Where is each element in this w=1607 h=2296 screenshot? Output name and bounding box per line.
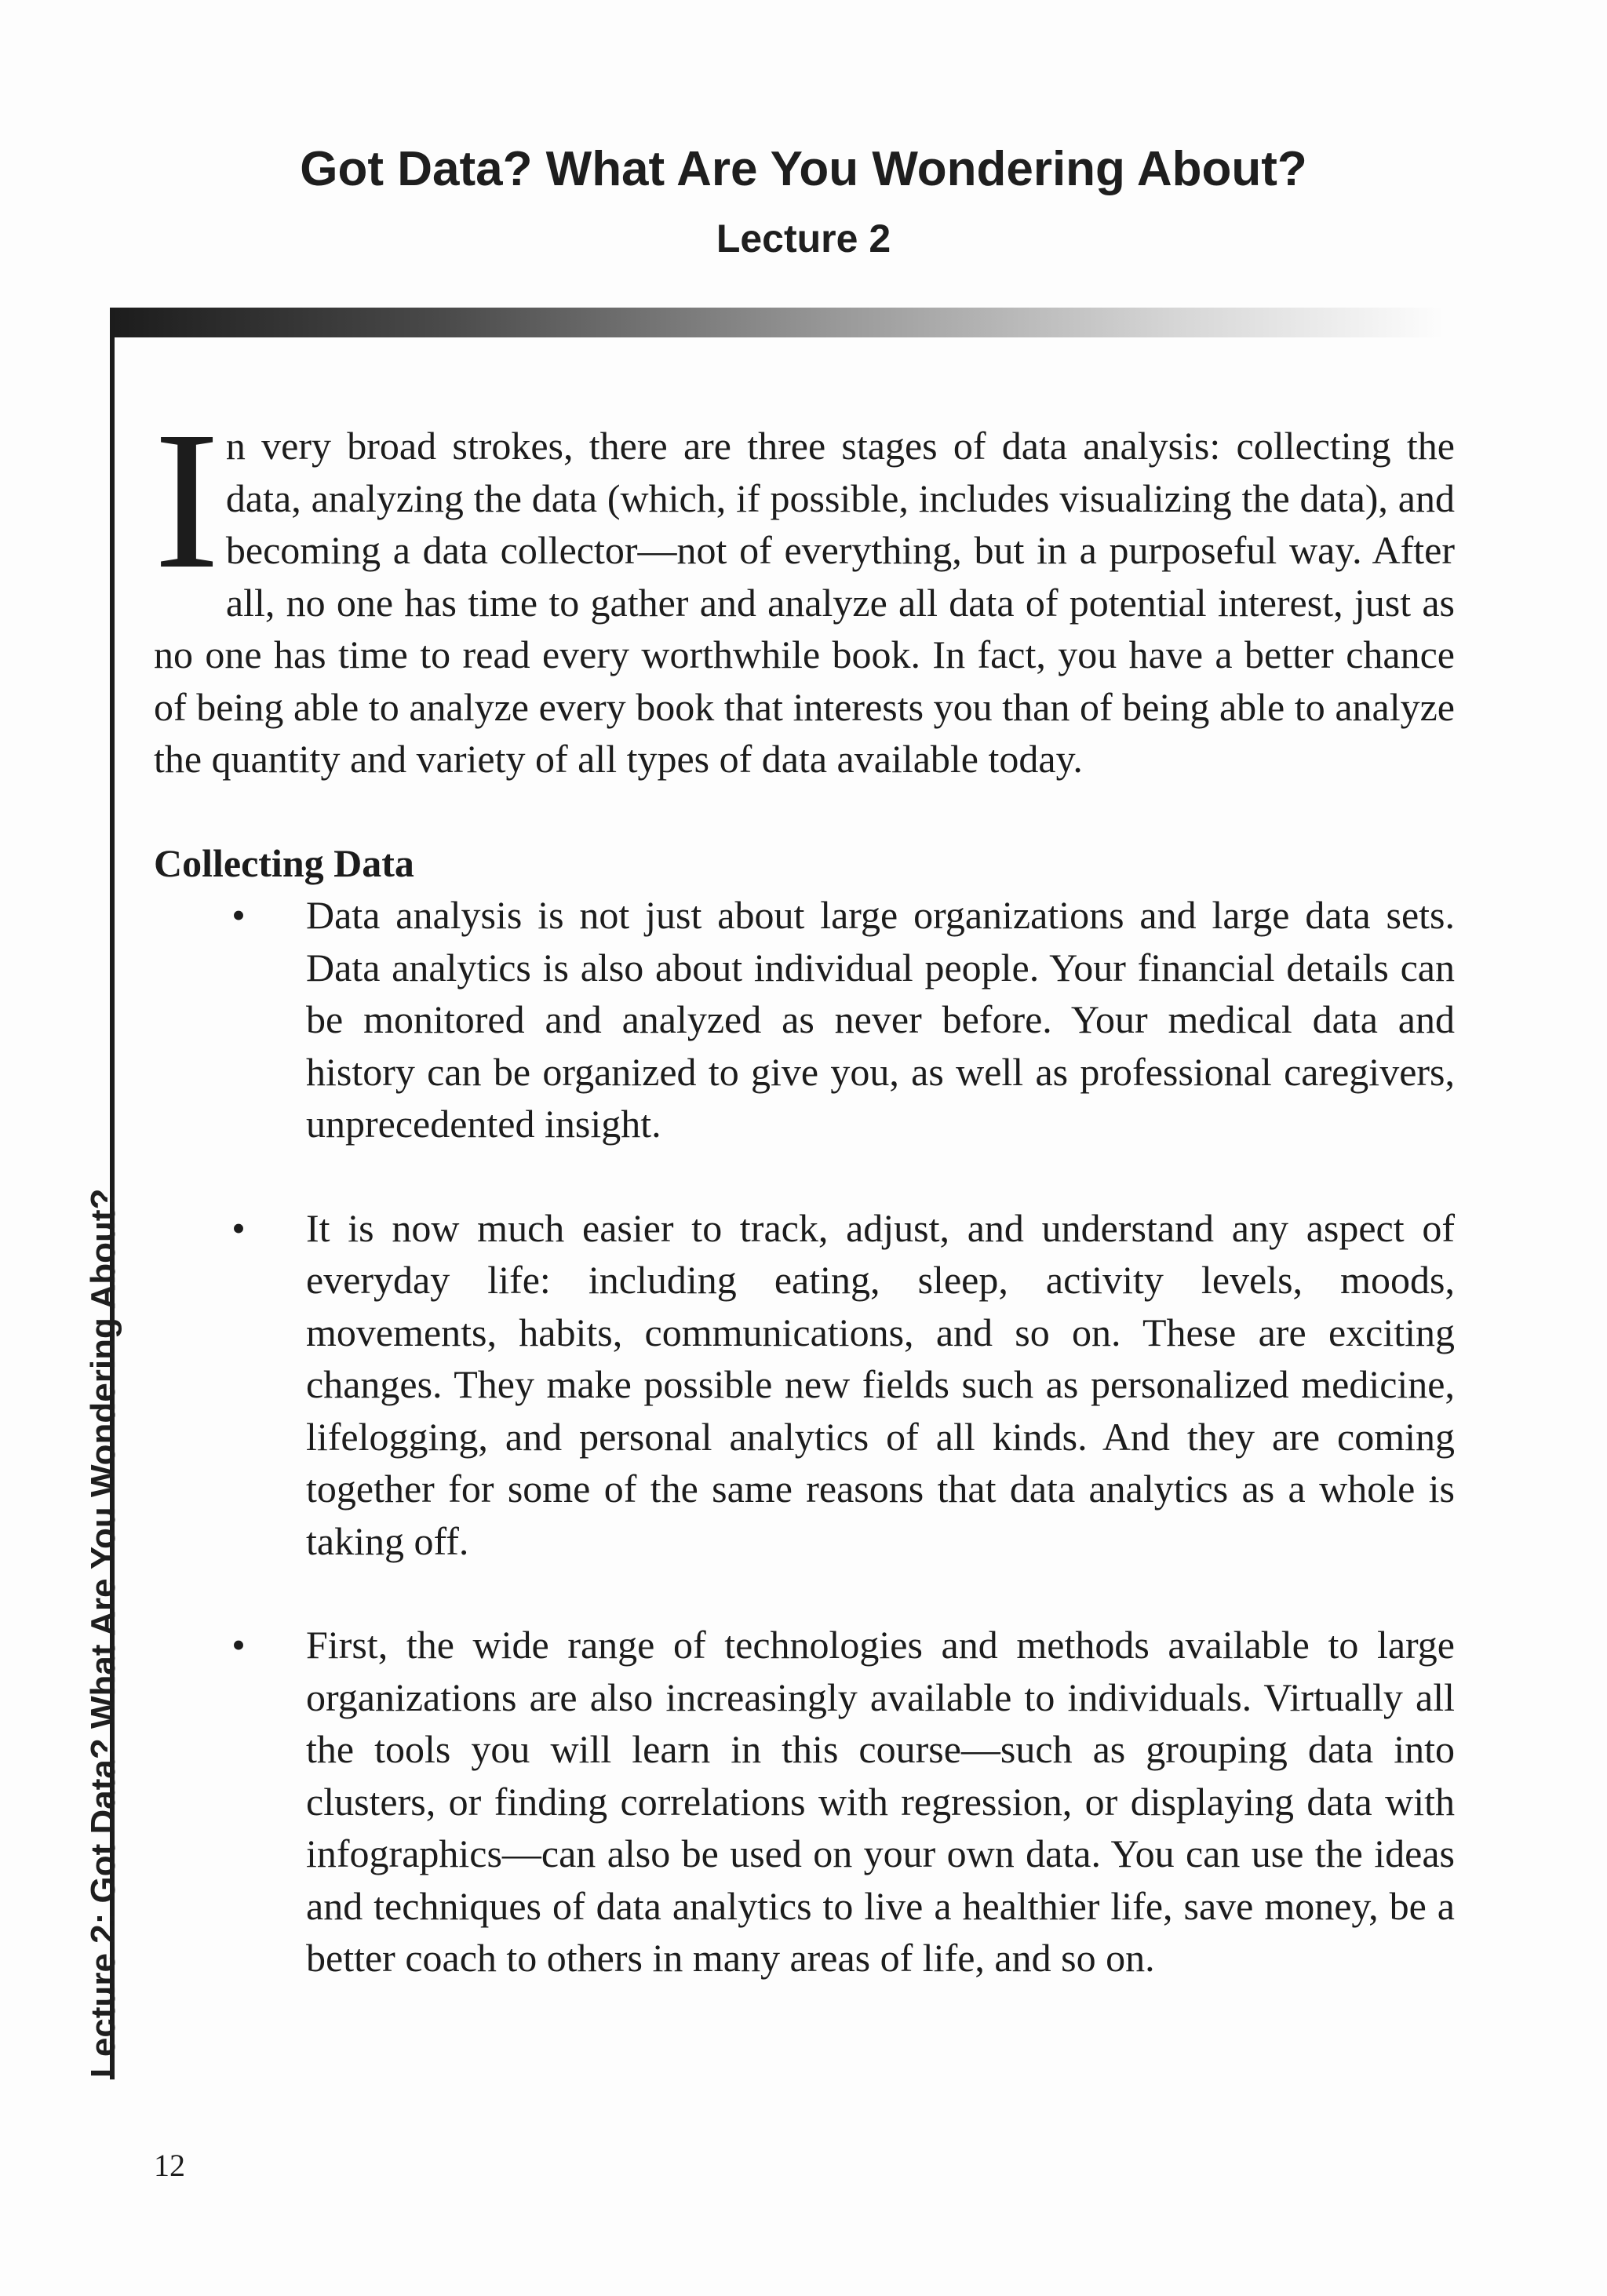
bullet-icon: • [231,1623,246,1667]
bullet-icon: • [231,893,246,937]
section-heading: Collecting Data [154,840,414,885]
intro-text: n very broad strokes, there are three stages of data analysis: collecting the data, analyzing the data (which, if possible, includes visualizing the data), and becoming a data collector—not of everything, but in a purposeful way. After all, no one has time to gather and analyze all data of potential interest, just as no one has time to read every worthwhile book. In fact, you have a better chance of being able to analyze every book that interests you than of being able to analyze the quantity and variety of all types of data available today. [154,424,1455,781]
page-number: 12 [154,2148,185,2183]
page-title: Got Data? What Are You Wondering About? [300,142,1307,196]
body-text [154,390,1455,2036]
intro-paragraph [154,390,1455,785]
header-gradient-bar [110,308,1444,337]
running-side-label: Lecture 2: Got Data? What Are You Wondering About? [84,1188,122,2078]
bullet-item [154,889,1455,1150]
lecture-subtitle: Lecture 2 [716,217,891,261]
bullet-item [154,1619,1455,1984]
bullet-item [154,1202,1455,1568]
bullet-text: First, the wide range of technologies and methods available to large organizations are also increasingly available to individuals. Virtually all the tools you will learn in this course—such as grouping data into clusters, or finding correlations with regression, or displaying data with infographics—can also be used on your own data. You can use the ideas and techniques of data analytics to live a healthier life, save money, be a better coach to others in many areas of life, and so on. [306,1623,1455,1980]
bullet-text: It is now much easier to track, adjust, and understand any aspect of everyday life: including eating, sleep, activity levels, moods, movements, habits, communications, and so on. These are exciting changes. They make possible new fields such as personalized medicine, lifelogging, and personal analytics of all kinds. And they are coming together for some of the same reasons that data analytics as a whole is taking off. [306,1205,1455,1563]
bullet-icon: • [231,1205,246,1250]
bullet-list [154,889,1455,1984]
bullet-text: Data analysis is not just about large organizations and large data sets. Data analytics is also about individual people. Your financial details can be monitored and analyzed as never before. Your medical data and history can be organized to give you, as well as professional caregivers, unprecedented insight. [306,893,1455,1146]
drop-cap: I [154,390,220,610]
